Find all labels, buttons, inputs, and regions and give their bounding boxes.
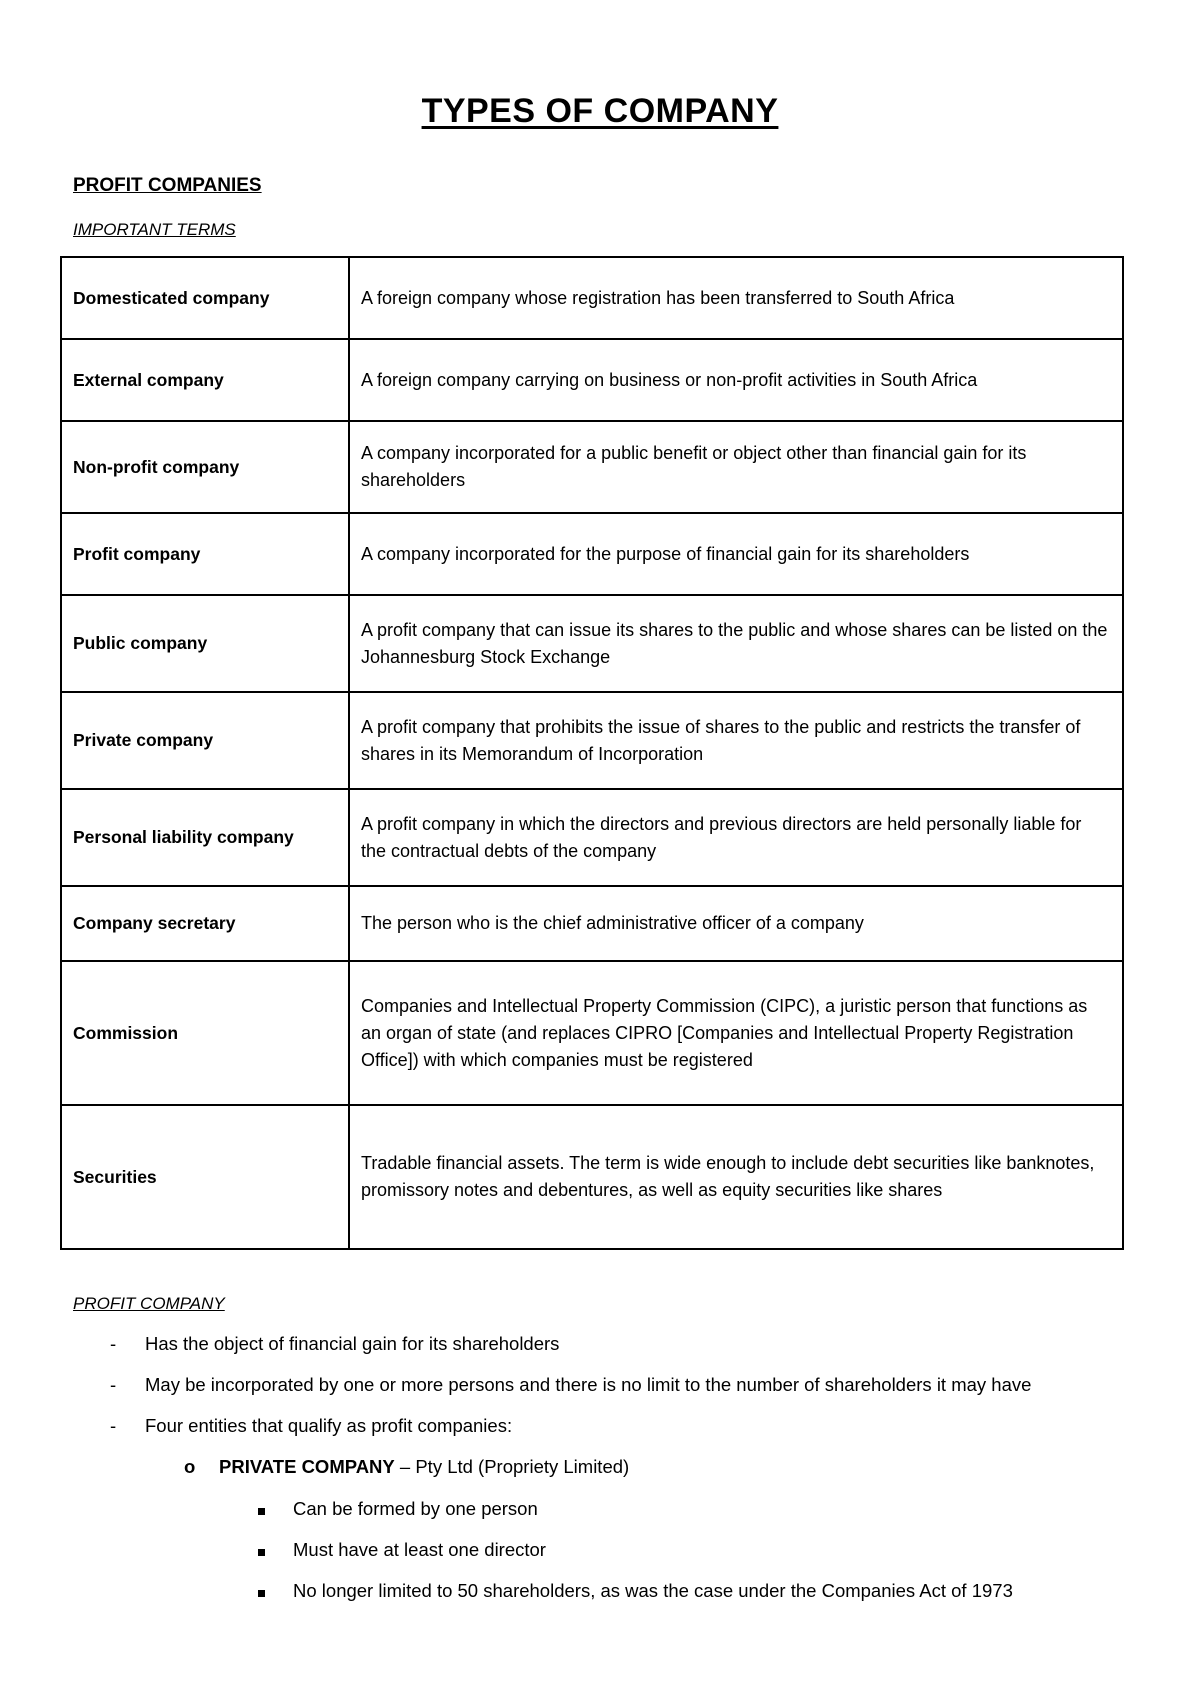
private-company-label: PRIVATE COMPANY [219,1456,395,1477]
term-cell: Private company [61,692,349,789]
table-row [61,595,1123,692]
square-bullet-icon [258,1536,265,1564]
list-item-text: Must have at least one director [293,1539,546,1560]
definition-cell: A profit company in which the directors and previous directors are held personally liable for the contractual debts of the company [349,789,1123,886]
list-item-text: No longer limited to 50 shareholders, as was the case under the Companies Act of 1973 [293,1580,1013,1601]
profit-company-title: PROFIT COMPANY [73,1294,225,1313]
list-item-text: May be incorporated by one or more persons and there is no limit to the number of shareholders it may have [145,1374,1032,1395]
table-row [61,339,1123,421]
subheading: IMPORTANT TERMS [73,220,236,239]
term-cell: Public company [61,595,349,692]
list-item-text [219,1453,629,1481]
definition-cell: The person who is the chief administrative officer of a company [349,886,1123,961]
definition-cell: A foreign company whose registration has been transferred to South Africa [349,257,1123,339]
term-cell: External company [61,339,349,421]
page-title: TYPES OF COMPANY [421,92,779,130]
term-cell: Securities [61,1105,349,1249]
square-bullet-icon [258,1577,265,1605]
dash-marker: - [110,1374,117,1395]
term-cell: Profit company [61,513,349,595]
definition-cell: A profit company that can issue its shares to the public and whose shares can be listed on the Johannesburg Stock Exchange [349,595,1123,692]
table-row [61,421,1123,513]
term-cell: Commission [61,961,349,1105]
definition-cell: Tradable financial assets. The term is wide enough to include debt securities like banknotes, promissory notes and debentures, as well as equity securities like shares [349,1105,1123,1249]
table-row [61,257,1123,339]
table-row [61,886,1123,961]
term-cell: Company secretary [61,886,349,961]
private-company-desc: – Pty Ltd (Propriety Limited) [394,1456,630,1477]
circle-marker: o [184,1456,196,1477]
dash-marker: - [110,1333,117,1354]
table-row [61,692,1123,789]
definition-cell: A company incorporated for a public benefit or object other than financial gain for its shareholders [349,421,1123,513]
definition-cell: A foreign company carrying on business or non-profit activities in South Africa [349,339,1123,421]
list-item-text: Has the object of financial gain for its shareholders [145,1333,560,1354]
table-row [61,513,1123,595]
definition-cell: Companies and Intellectual Property Commission (CIPC), a juristic person that functions as an organ of state (and replaces CIPRO [Companies and Intellectual Property Registration Office]) with which companies must be registered [349,961,1123,1105]
section-heading: PROFIT COMPANIES [73,175,262,196]
table-row [61,961,1123,1105]
table-row [61,1105,1123,1249]
term-cell: Personal liability company [61,789,349,886]
list-item-text: Can be formed by one person [293,1498,538,1519]
definition-cell: A company incorporated for the purpose of financial gain for its shareholders [349,513,1123,595]
term-cell: Non-profit company [61,421,349,513]
square-bullet-icon [258,1495,265,1523]
table-row [61,789,1123,886]
terms-table [60,256,1124,1250]
dash-marker: - [110,1415,117,1436]
list-item-text: Four entities that qualify as profit companies: [145,1415,513,1436]
definition-cell: A profit company that prohibits the issue of shares to the public and restricts the transfer of shares in its Memorandum of Incorporation [349,692,1123,789]
term-cell: Domesticated company [61,257,349,339]
